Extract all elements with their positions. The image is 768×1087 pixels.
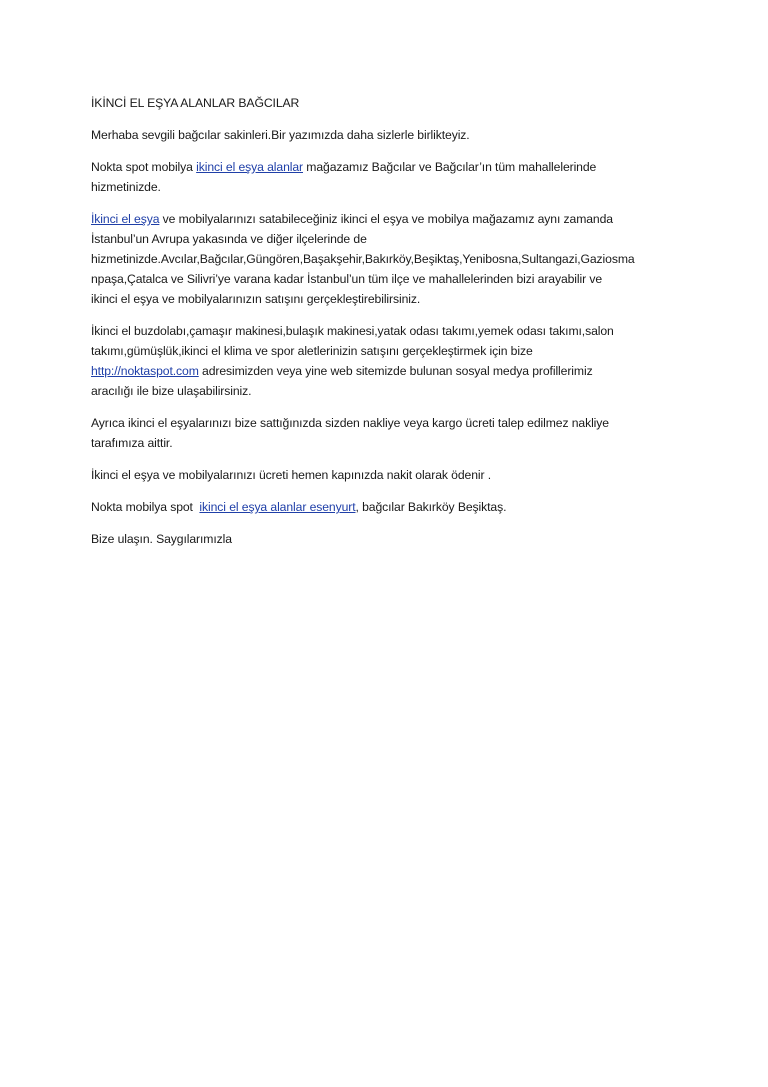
paragraph-payment: İkinci el eşya ve mobilyalarınızı ücreti hemen kapınızda nakit olarak ödenir . [91,468,492,482]
paragraph-service-area-line-3: hizmetinizde.Avcılar,Bağcılar,Güngören,Başakşehir,Bakırköy,Beşiktaş,Yenibosna,Sultangazi,Gaziosma [91,252,635,266]
paragraph-appliances-line-4: aracılığı ile bize ulaşabilirsiniz. [91,384,252,398]
paragraph-service-area-line-5: ikinci el eşya ve mobilyalarınızın satışını gerçekleştirebilirsiniz. [91,292,421,306]
paragraph-service-area-line-1 [91,209,691,229]
text-segment: , bağcılar Bakırköy Beşiktaş. [355,500,507,514]
text-segment: adresimizden veya yine web sitemizde bulunan sosyal medya profillerimiz [198,364,593,378]
link-ikinci-el-esya-alanlar[interactable]: ikinci el eşya alanlar [196,160,304,174]
link-ikinci-el-esya[interactable]: İkinci el eşya [91,212,160,226]
document-body [91,93,691,561]
link-noktaspot-website[interactable]: http://noktaspot.com [91,364,199,378]
text-segment: Nokta mobilya spot [91,500,200,514]
paragraph-appliances-line-3 [91,361,691,381]
paragraph-service-area-line-2: İstanbul’un Avrupa yakasında ve diğer ilçelerinde de [91,232,367,246]
text-segment: mağazamız Bağcılar ve Bağcılar’ın tüm mahallelerinde [303,160,597,174]
paragraph-closing: Bize ulaşın. Saygılarımızla [91,532,232,546]
paragraph-intro-line-2: hizmetinizde. [91,180,161,194]
paragraph-appliances-line-2: takımı,gümüşlük,ikinci el klima ve spor aletlerinizin satışını gerçekleştirmek için bize [91,344,533,358]
paragraph-intro-line-1 [91,157,691,177]
paragraph-shipping-line-1: Ayrıca ikinci el eşyalarınızı bize sattığınızda sizden nakliye veya kargo ücreti talep edilmez nakliye [91,416,609,430]
paragraph-service-area-line-4: npaşa,Çatalca ve Silivri’ye varana kadar İstanbul’un tüm ilçe ve mahallelerinden bizi arayabilir ve [91,272,603,286]
paragraph-shipping [91,413,691,453]
document-title: İKİNCİ EL EŞYA ALANLAR BAĞCILAR [91,96,300,110]
paragraph-appliances [91,321,691,401]
paragraph-intro [91,157,691,197]
paragraph-appliances-line-1: İkinci el buzdolabı,çamaşır makinesi,bulaşık makinesi,yatak odası takımı,yemek odası takımı,salon [91,324,614,338]
link-ikinci-el-esya-alanlar-esenyurt[interactable]: ikinci el eşya alanlar esenyurt [199,500,356,514]
text-segment: Nokta spot mobilya [91,160,197,174]
paragraph-service-area [91,209,691,309]
paragraph-greeting: Merhaba sevgili bağcılar sakinleri.Bir yazımızda daha sizlerle birlikteyiz. [91,128,470,142]
text-segment: ve mobilyalarınızı satabileceğiniz ikinci el eşya ve mobilya mağazamız aynı zamanda [159,212,613,226]
paragraph-esenyurt [91,497,691,517]
paragraph-shipping-line-2: tarafımıza aittir. [91,436,173,450]
